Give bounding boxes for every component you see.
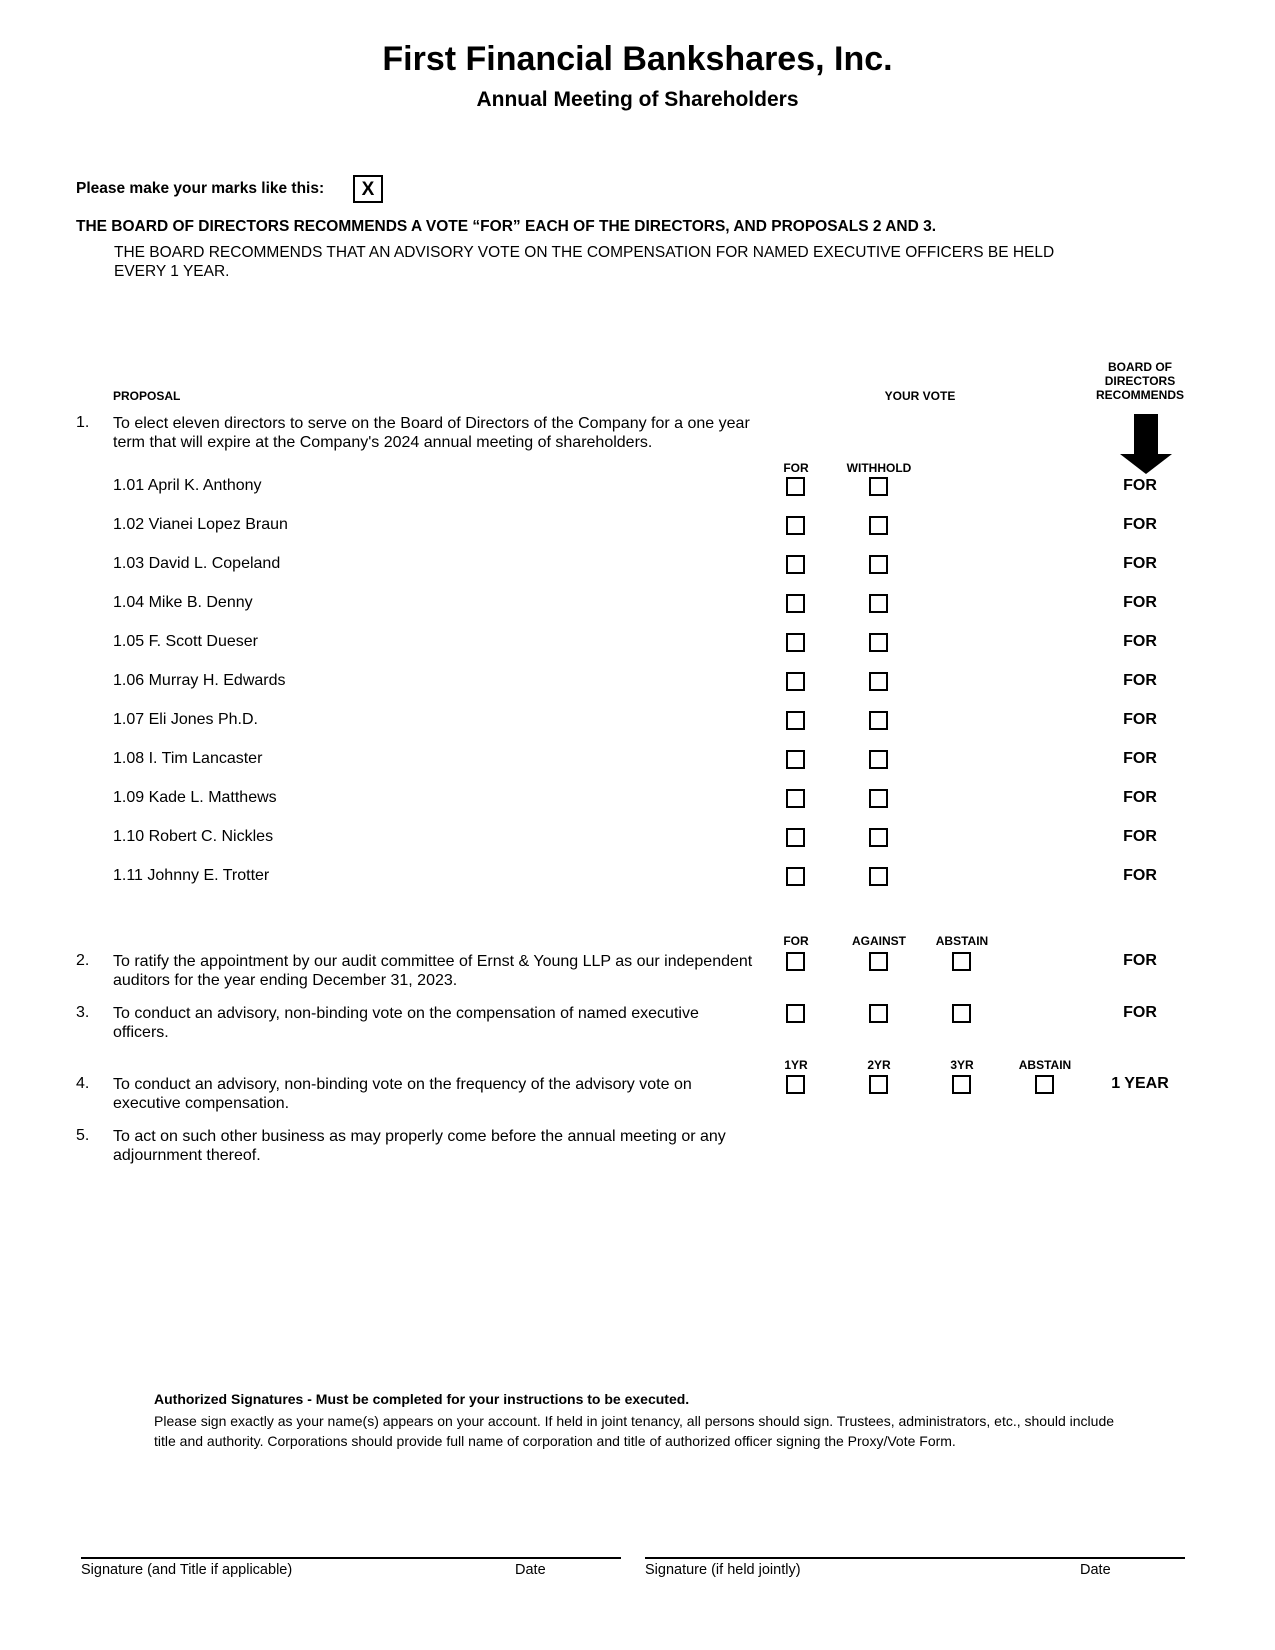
nominee-for-checkbox[interactable] bbox=[786, 555, 805, 574]
nominee-for-checkbox[interactable] bbox=[786, 711, 805, 730]
nominee-withhold-checkbox[interactable] bbox=[869, 750, 888, 769]
example-mark-box: X bbox=[353, 175, 383, 203]
nominee-for-checkbox[interactable] bbox=[786, 477, 805, 496]
proposal-2-for-checkbox[interactable] bbox=[786, 952, 805, 971]
down-arrow-icon bbox=[1118, 414, 1174, 474]
nominee-recommendation: FOR bbox=[1123, 633, 1157, 650]
nominee-withhold-checkbox[interactable] bbox=[869, 828, 888, 847]
nominee-for-checkbox[interactable] bbox=[786, 516, 805, 535]
proposal-4-text: To conduct an advisory, non-binding vote on the frequency of the advisory vote on executive compensation. bbox=[113, 1076, 692, 1112]
board-recommendation-frequency: THE BOARD RECOMMENDS THAT AN ADVISORY VOTE ON THE COMPENSATION FOR NAMED EXECUTIVE OFFICERS BE HELD EVERY 1 YEAR. bbox=[114, 244, 1055, 280]
proposal-column-header: PROPOSAL bbox=[113, 389, 181, 403]
proposal-2-number: 2. bbox=[76, 952, 90, 969]
nominee-name: 1.07 Eli Jones Ph.D. bbox=[113, 711, 258, 728]
page-subtitle: Annual Meeting of Shareholders bbox=[476, 88, 799, 111]
proposal-3-for-checkbox[interactable] bbox=[786, 1004, 805, 1023]
proposal-2-abstain-checkbox[interactable] bbox=[952, 952, 971, 971]
nominee-recommendation: FOR bbox=[1123, 867, 1157, 884]
proposal-5-number: 5. bbox=[76, 1127, 90, 1144]
date-2-label: Date bbox=[1080, 1562, 1111, 1578]
nominee-recommendation: FOR bbox=[1123, 711, 1157, 728]
option-for-header: FOR bbox=[783, 461, 809, 475]
option-2yr-header: 2YR bbox=[867, 1058, 891, 1072]
nominee-recommendation: FOR bbox=[1123, 516, 1157, 533]
signature-instructions: Please sign exactly as your name(s) appears on your account. If held in joint tenancy, all persons should sign. Trustees, administrators, etc., should include title and authority. Corporations should provide full name of corporation and title of authorized officer signing the Proxy/Vote Form. bbox=[154, 1413, 1115, 1449]
proposal-3-number: 3. bbox=[76, 1004, 90, 1021]
signature-line-1[interactable] bbox=[81, 1557, 621, 1559]
proposal-3-text: To conduct an advisory, non-binding vote on the compensation of named executive officers. bbox=[113, 1005, 699, 1041]
option-for-header: FOR bbox=[783, 934, 809, 948]
nominee-name: 1.04 Mike B. Denny bbox=[113, 594, 253, 611]
proposal-2-against-checkbox[interactable] bbox=[869, 952, 888, 971]
proposal-4-number: 4. bbox=[76, 1075, 90, 1092]
nominee-withhold-checkbox[interactable] bbox=[869, 477, 888, 496]
nominee-withhold-checkbox[interactable] bbox=[869, 672, 888, 691]
nominee-recommendation: FOR bbox=[1123, 477, 1157, 494]
nominee-withhold-checkbox[interactable] bbox=[869, 789, 888, 808]
option-3yr-header: 3YR bbox=[950, 1058, 974, 1072]
proposal-1-text: To elect eleven directors to serve on the Board of Directors of the Company for a one year term that will expire at the Company's 2024 annual meeting of shareholders. bbox=[113, 415, 750, 451]
proposal-5-text: To act on such other business as may properly come before the annual meeting or any adjournment thereof. bbox=[113, 1128, 726, 1164]
signature-1-label: Signature (and Title if applicable) bbox=[81, 1562, 293, 1578]
signature-line-2[interactable] bbox=[645, 1557, 1185, 1559]
option-abstain-header: ABSTAIN bbox=[935, 934, 989, 948]
nominee-for-checkbox[interactable] bbox=[786, 633, 805, 652]
nominee-withhold-checkbox[interactable] bbox=[869, 516, 888, 535]
nominee-for-checkbox[interactable] bbox=[786, 867, 805, 886]
nominee-recommendation: FOR bbox=[1123, 672, 1157, 689]
nominee-recommendation: FOR bbox=[1123, 750, 1157, 767]
signature-section-title: Authorized Signatures - Must be completed for your instructions to be executed. bbox=[154, 1391, 690, 1407]
board-recommendation: THE BOARD OF DIRECTORS RECOMMENDS A VOTE “FOR” EACH OF THE DIRECTORS, AND PROPOSALS 2 AND 3. bbox=[76, 218, 937, 235]
nominee-recommendation: FOR bbox=[1123, 594, 1157, 611]
board-recommends-line-3: RECOMMENDS bbox=[1095, 388, 1184, 402]
nominee-withhold-checkbox[interactable] bbox=[869, 555, 888, 574]
nominee-name: 1.01 April K. Anthony bbox=[113, 477, 262, 494]
proposal-3-recommendation: FOR bbox=[1123, 1004, 1157, 1021]
your-vote-column-header: YOUR VOTE bbox=[884, 389, 956, 403]
nominee-name: 1.03 David L. Copeland bbox=[113, 555, 281, 572]
board-recommends-column-header bbox=[1090, 360, 1190, 402]
nominee-withhold-checkbox[interactable] bbox=[869, 867, 888, 886]
board-recommends-line-1: BOARD OF bbox=[1108, 360, 1172, 374]
nominee-name: 1.05 F. Scott Dueser bbox=[113, 633, 258, 650]
nominee-for-checkbox[interactable] bbox=[786, 594, 805, 613]
nominee-withhold-checkbox[interactable] bbox=[869, 633, 888, 652]
nominee-name: 1.10 Robert C. Nickles bbox=[113, 828, 274, 845]
proposal-3-abstain-checkbox[interactable] bbox=[952, 1004, 971, 1023]
proposal-2-text: To ratify the appointment by our audit committee of Ernst & Young LLP as our independent auditors for the year ending December 31, 2023. bbox=[113, 953, 753, 989]
proposal-2-recommendation: FOR bbox=[1123, 952, 1157, 969]
date-1-label: Date bbox=[515, 1562, 546, 1578]
option-abstain-header: ABSTAIN bbox=[1018, 1058, 1072, 1072]
nominee-name: 1.09 Kade L. Matthews bbox=[113, 789, 277, 806]
proposal-4-2yr-checkbox[interactable] bbox=[869, 1075, 888, 1094]
nominee-for-checkbox[interactable] bbox=[786, 672, 805, 691]
option-withhold-header: WITHHOLD bbox=[846, 461, 912, 475]
signature-2-label: Signature (if held jointly) bbox=[645, 1562, 801, 1578]
nominee-withhold-checkbox[interactable] bbox=[869, 711, 888, 730]
nominee-recommendation: FOR bbox=[1123, 828, 1157, 845]
proposal-4-recommendation: 1 YEAR bbox=[1111, 1075, 1169, 1092]
marks-instruction: Please make your marks like this: bbox=[76, 180, 325, 197]
proposal-1-number: 1. bbox=[76, 414, 90, 431]
option-against-header: AGAINST bbox=[852, 934, 906, 948]
board-recommends-line-2: DIRECTORS bbox=[1104, 374, 1176, 388]
nominee-name: 1.02 Vianei Lopez Braun bbox=[113, 516, 288, 533]
nominee-for-checkbox[interactable] bbox=[786, 750, 805, 769]
proposal-4-1yr-checkbox[interactable] bbox=[786, 1075, 805, 1094]
nominee-for-checkbox[interactable] bbox=[786, 828, 805, 847]
option-1yr-header: 1YR bbox=[784, 1058, 808, 1072]
nominee-recommendation: FOR bbox=[1123, 789, 1157, 806]
proposal-4-abstain-checkbox[interactable] bbox=[1035, 1075, 1054, 1094]
nominee-name: 1.08 I. Tim Lancaster bbox=[113, 750, 263, 767]
nominee-name: 1.11 Johnny E. Trotter bbox=[113, 867, 270, 884]
nominee-recommendation: FOR bbox=[1123, 555, 1157, 572]
proposal-4-3yr-checkbox[interactable] bbox=[952, 1075, 971, 1094]
page-title: First Financial Bankshares, Inc. bbox=[382, 40, 893, 78]
nominee-withhold-checkbox[interactable] bbox=[869, 594, 888, 613]
proposal-3-against-checkbox[interactable] bbox=[869, 1004, 888, 1023]
nominee-name: 1.06 Murray H. Edwards bbox=[113, 672, 286, 689]
nominee-for-checkbox[interactable] bbox=[786, 789, 805, 808]
